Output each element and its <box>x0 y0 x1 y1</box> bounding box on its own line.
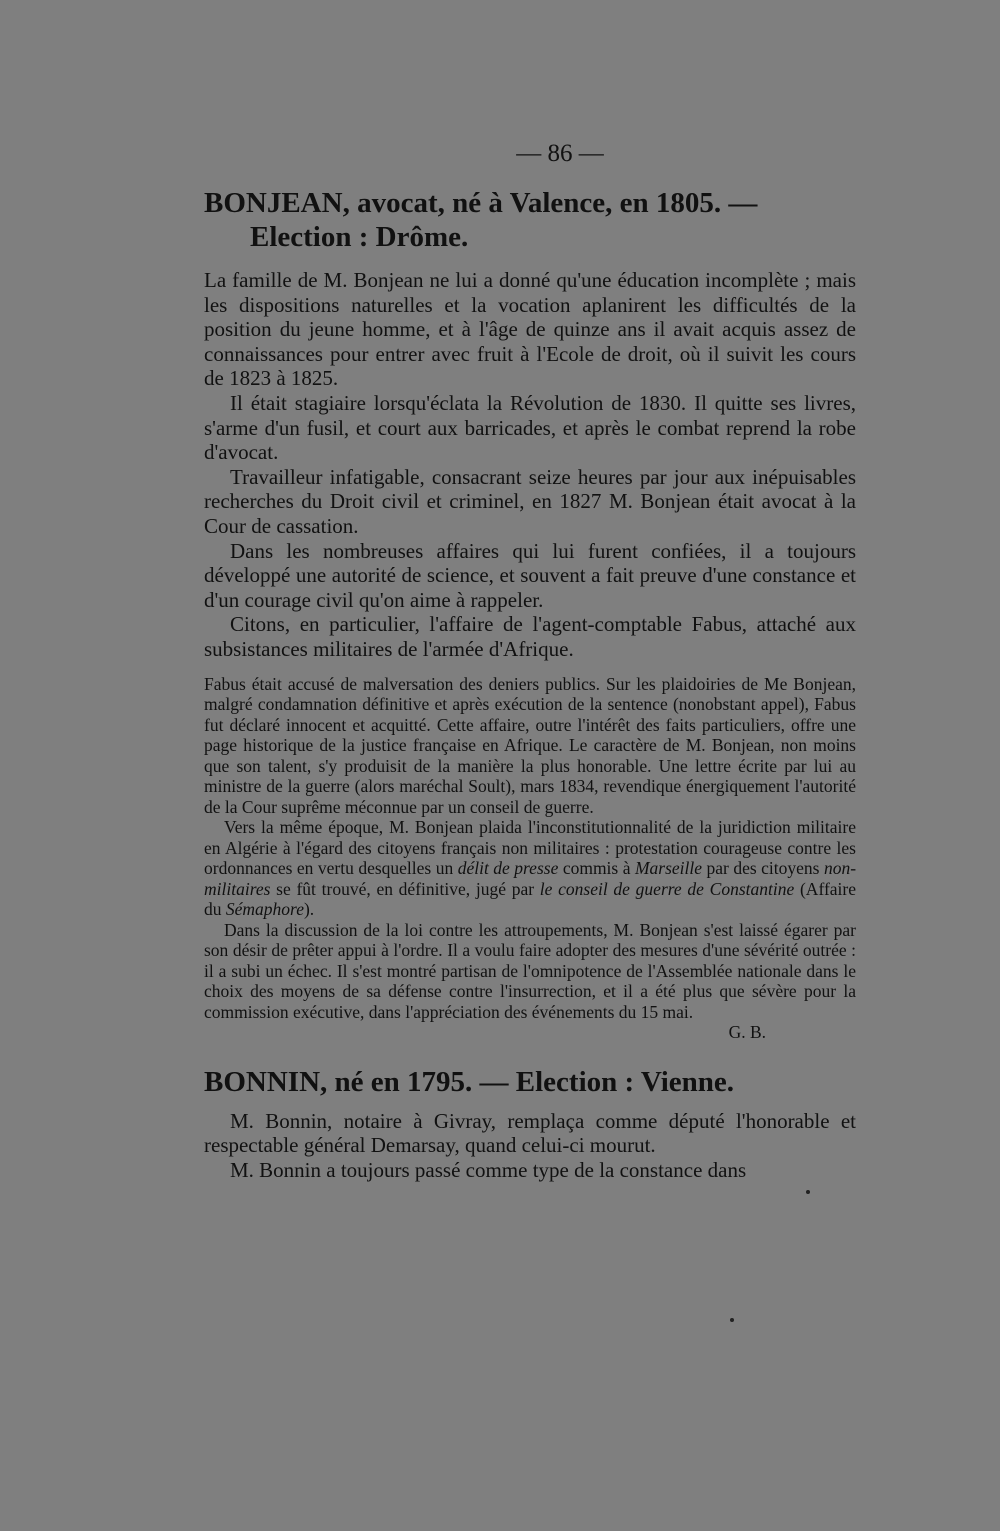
paragraph-attroupements: Dans la discussion de la loi contre les attroupements, M. Bonjean s'est laissé égarer par son désir de prêter appui à l'ordre. Il a voulu faire adopter des mesures d'une sévérité outrée : il a subi un échec. Il s'est montré partisan de l'omnipotence de l'Assemblée nationale dans le choix des moyens de sa défense contre l'insurrection, et il a été plus que sévère pour la commission exécutive, dans l'appréciation des événements du 15 mai. <box>204 919 856 1022</box>
paragraph-bonnin-notaire: M. Bonnin, notaire à Givray, remplaça comme député l'honorable et respectable général Demarsay, quand celui-ci mourut. <box>204 1108 856 1158</box>
entry-heading-bonjean: BONJEAN, avocat, né à Valence, en 1805. — Election : Drôme. <box>204 187 758 253</box>
paragraph-education: La famille de M. Bonjean ne lui a donné qu'une éducation incomplète ; mais les dispositions naturelles et la vocation aplanirent les difficultés de la position du jeune homme, et à l'âge de quinze ans il avait acquis assez de connaissances pour entrer avec fruit à l'Ecole de droit, où il suivit les cours de 1823 à 1825. <box>204 268 856 391</box>
paragraph-cassation: Travailleur infatigable, consacrant seize heures par jour aux inépuisables recherches du Droit civil et criminel, en 1827 M. Bonjean était avocat à la Cour de cassation. <box>204 464 856 538</box>
paragraph-bonnin-constance: M. Bonnin a toujours passé comme type de la constance dans <box>230 1157 747 1182</box>
entry-body-bonnin <box>204 1109 856 1183</box>
paragraph-fabus-details: Fabus était accusé de malversation des deniers publics. Sur les plaidoiries de Me Bonjean, malgré condamnation définitive et après exécution de la sentence (nonobstant appel), Fabus fut déclaré innocent et acquitté. Cette affaire, outre l'intérêt des faits particuliers, offre une page historique de la justice française en Afrique. Le caractère de M. Bonjean, non moins que son talent, s'y produisit de la manière la plus honorable. Une lettre écrite par lui au ministre de la guerre (alors maréchal Soult), mars 1834, revendique énergiquement l'autorité de la Cour suprême méconnue par un conseil de guerre. <box>204 673 856 817</box>
signature-line <box>204 1022 856 1043</box>
small-print-block <box>204 674 856 1043</box>
page-number: — 86 — <box>516 140 604 167</box>
entry-body-bonjean <box>204 268 856 1043</box>
paragraph-jurisdiction: Vers la même époque, M. Bonjean plaida l'inconstitutionnalité de la juridiction militaire en Algérie à l'égard des citoyens français non militaires : protestation courageuse contre les ordonnances en vertu desquelles un délit de presse commis à Marseille par des citoyens non-militaires se fût trouvé, en définitive, jugé par le conseil de guerre de Constantine (Affaire du Sémaphore). <box>204 817 857 919</box>
entry-heading-bonnin: BONNIN, né en 1795. — Election : Vienne. <box>204 1065 735 1098</box>
signature: G. B. <box>728 1022 766 1042</box>
scan-speck <box>730 1318 734 1322</box>
entry-bonjean <box>204 186 856 1043</box>
scan-speck <box>806 1190 810 1194</box>
document-page <box>204 140 856 1182</box>
entry-bonnin <box>204 1065 856 1183</box>
paragraph-fabus-intro: Citons, en particulier, l'affaire de l'agent-comptable Fabus, attaché aux subsistances militaires de l'armée d'Afrique. <box>204 612 856 661</box>
paragraph-revolution: Il était stagiaire lorsqu'éclata la Révolution de 1830. Il quitte ses livres, s'arme d'un fusil, et court aux barricades, et après le combat reprend la robe d'avocat. <box>204 390 856 465</box>
paragraph-affairs: Dans les nombreuses affaires qui lui furent confiées, il a toujours développé une autorité de science, et souvent a fait preuve d'une constance et d'un courage civil qu'on aime à rappeler. <box>204 538 856 612</box>
